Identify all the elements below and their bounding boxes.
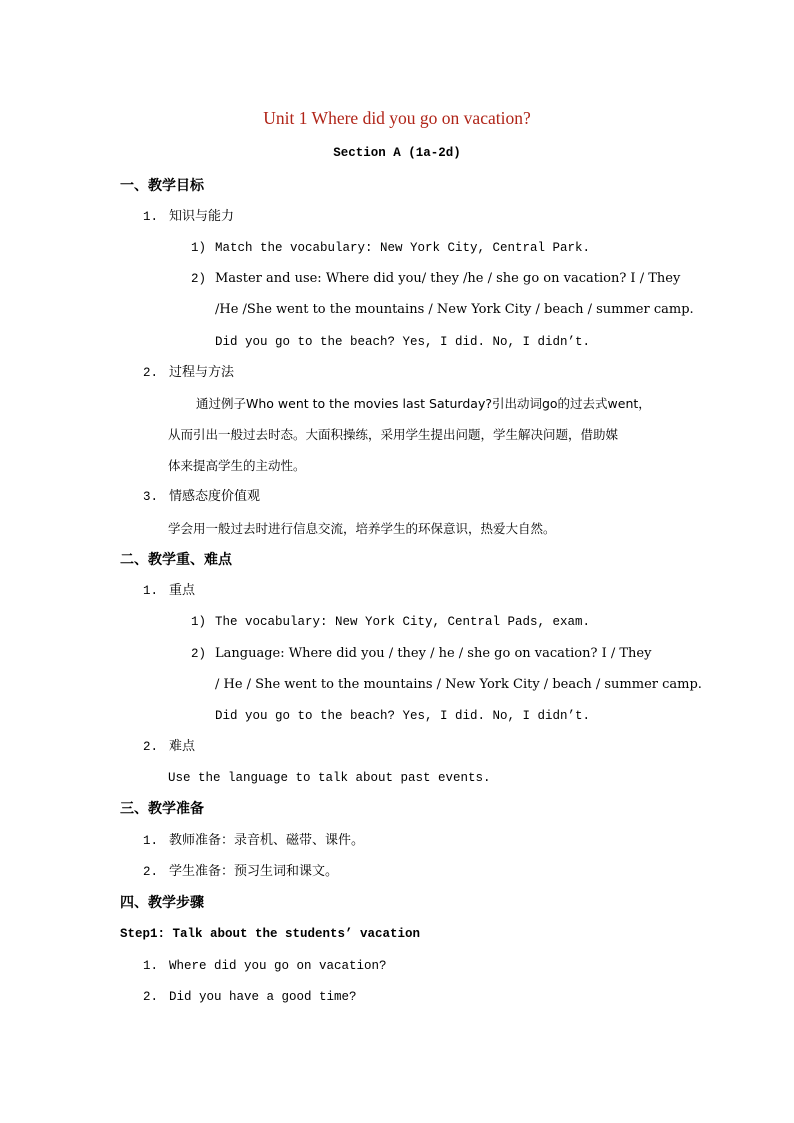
item-text: Match the vocabulary: New York City, Central Park. [215,241,591,255]
list-item [191,271,680,287]
list-item [143,739,195,755]
list-item [143,989,357,1005]
item-label: 情感态度价值观 [169,489,261,504]
item-label: 过程与方法 [169,365,235,380]
item-number: 2) [191,647,207,661]
item-text: The vocabulary: New York City, Central Pads, exam. [215,615,591,629]
item-text-line: Did you go to the beach? Yes, I did. No, I didn’t. [215,335,591,349]
paragraph-line: 学会用一般过去时进行信息交流，培养学生的环保意识，热爱大自然。 [168,521,556,536]
paragraph-line: 从而引出一般过去时态。大面积操练，采用学生提出问题，学生解决问题，借助媒 [168,427,619,442]
item-text-line: /He /She went to the mountains / New York City / beach / summer camp. [215,302,694,317]
item-label: 重点 [169,583,196,598]
item-number: 2. [143,740,159,754]
item-text-line: Master and use: Where did you/ they /he / she go on vacation? I / They [215,271,681,286]
list-item [143,365,234,381]
item-number: 2) [191,272,207,286]
list-item [191,240,590,256]
item-text: 教师准备：录音机、磁带、课件。 [169,833,365,848]
item-number: 2. [143,990,159,1004]
section-heading-preparation: 三、教学准备 [120,801,204,817]
item-number: 1. [143,584,159,598]
item-number: 1. [143,210,159,224]
item-number: 2. [143,865,159,879]
list-item [191,614,590,630]
list-item [143,958,387,974]
list-item [143,489,260,505]
list-item [143,583,195,599]
paragraph-line: 体来提高学生的主动性。 [168,458,306,473]
item-text: Did you have a good time? [169,990,357,1004]
list-item [191,646,651,662]
section-heading-key-points: 二、教学重、难点 [120,552,232,568]
paragraph-line: Use the language to talk about past events. [168,771,491,785]
item-text-line: Did you go to the beach? Yes, I did. No, I didn’t. [215,709,591,723]
item-number: 1) [191,615,207,629]
list-item [143,833,364,849]
item-label: 难点 [169,739,196,754]
document-title: Unit 1 Where did you go on vacation? [263,108,531,128]
step-heading: Step1: Talk about the students’ vacation [120,927,421,941]
list-item [143,209,234,225]
item-number: 1) [191,241,207,255]
paragraph-line: 通过例子Who went to the movies last Saturday?引出动词go的过去式went， [196,396,651,411]
item-number: 2. [143,366,159,380]
item-number: 1. [143,959,159,973]
item-number: 3. [143,490,159,504]
section-heading-objectives: 一、教学目标 [120,178,204,194]
item-text: 学生准备：预习生词和课文。 [169,864,339,879]
list-item [143,864,338,880]
item-number: 1. [143,834,159,848]
item-text-line: / He / She went to the mountains / New York City / beach / summer camp. [215,677,702,692]
section-subtitle: Section A (1a-2d) [333,146,461,160]
item-text: Where did you go on vacation? [169,959,387,973]
item-label: 知识与能力 [169,209,235,224]
section-heading-steps: 四、教学步骤 [120,895,204,911]
item-text-line: Language: Where did you / they / he / she go on vacation? I / They [215,646,652,661]
